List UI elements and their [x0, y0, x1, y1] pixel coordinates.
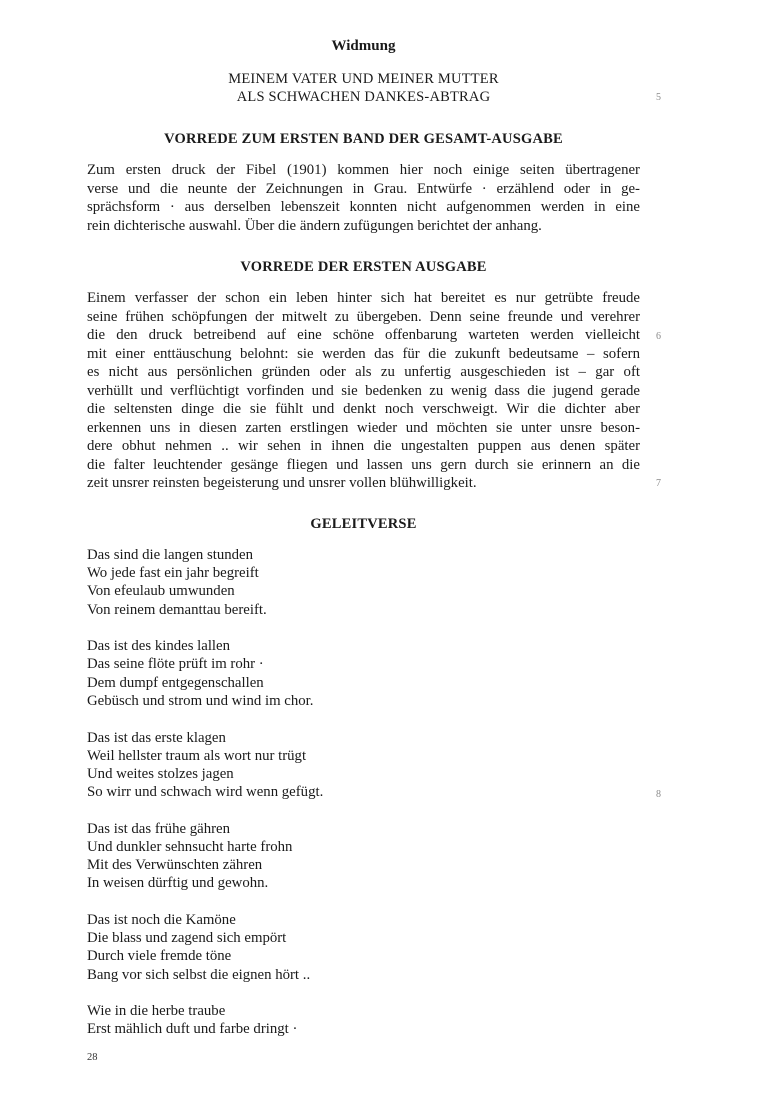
dedication-line: ALS SCHWACHEN DANKES-ABTRAG	[236, 89, 491, 105]
text-line: die seltensten dinge die sie fühlt und denkt noch verschweigt. Wir die dichter aber	[87, 401, 640, 417]
verse-line: Das sind die langen stunden	[87, 547, 254, 563]
stanza	[87, 1002, 323, 1038]
stanza	[87, 729, 323, 802]
verse-line: Das ist noch die Kamöne	[87, 912, 236, 928]
verse-line: Das ist des kindes lallen	[87, 638, 231, 655]
verse-line: Dem dumpf entgegenschallen	[87, 674, 264, 691]
verse-line: Weil hellster traum als wort nur trügt	[87, 747, 307, 764]
margin-number: 5	[656, 92, 661, 103]
section-heading: VORREDE ZUM ERSTEN BAND DER GESAMT-AUSGABE	[164, 131, 563, 147]
text-line: zeit unsrer reinsten begeisterung und unsrer vollen blühwilligkeit.	[87, 475, 477, 491]
verse-line: So wirr und schwach wird wenn gefügt.	[87, 784, 324, 801]
verse-line: Das ist das erste klagen	[87, 729, 226, 746]
text-line: sprächsform · aus derselben lebenszeit konnten nicht aufgenommen werden in eine	[87, 199, 640, 215]
text-line: dere obhut nehmen .. wir sehen in ihnen die ungestalten puppen aus denen später	[87, 438, 640, 454]
verse-line: Durch viele fremde töne	[87, 948, 232, 965]
section-heading: VORREDE DER ERSTEN AUSGABE	[240, 259, 487, 275]
verse-line: Wie in die herbe traube	[87, 1003, 226, 1020]
stanza	[87, 820, 323, 893]
verse-line: Von reinem demanttau bereift.	[87, 601, 267, 618]
margin-number: 6	[656, 331, 661, 342]
text-line: verhüllt und verflüchtigt vorfinden und sie bedenken zu wenig dass die jugend gerade	[87, 382, 640, 399]
text-line: es nicht aus persönlichen gründen oder als zu unfertig ausgeschieden ist – gar oft	[87, 364, 640, 380]
text-line: Einem verfasser der schon ein leben hinter sich hat bereitet es nur getrübte freude	[87, 290, 640, 306]
stanza	[87, 637, 323, 710]
poem	[87, 546, 323, 1057]
stanza	[87, 546, 323, 619]
verse-line: Wo jede fast ein jahr begreift	[87, 565, 259, 582]
paragraph-preface-first	[87, 289, 640, 493]
section-heading: GELEITVERSE	[310, 516, 417, 532]
verse-line: Die blass und zagend sich empört	[87, 930, 287, 947]
text-line: erkennen uns in diesen zarten erstlingen wieder und möchten sie unter unsre beson-	[87, 419, 640, 436]
text-line: die den druck betreibend auf eine schöne offenbarung warteten werden vielleicht	[87, 327, 640, 343]
verse-line: Mit des Verwünschten zähren	[87, 857, 263, 874]
margin-number: 8	[656, 789, 661, 800]
verse-line: Das seine flöte prüft im rohr ·	[87, 656, 264, 673]
verse-line: Erst mählich duft und farbe dringt ·	[87, 1021, 298, 1038]
margin-number: 7	[656, 478, 661, 489]
verse-line: In weisen dürftig und gewohn.	[87, 875, 269, 892]
page-title: Widmung	[331, 38, 396, 54]
stanza	[87, 911, 323, 984]
page-number: 28	[87, 1052, 98, 1063]
verse-line: Und dunkler sehnsucht harte frohn	[87, 838, 293, 855]
text-line: Zum ersten druck der Fibel (1901) kommen hier noch einige seiten übertragener	[87, 162, 640, 178]
verse-line: Von efeulaub umwunden	[87, 583, 235, 600]
verse-line: Gebüsch und strom und wind im chor.	[87, 692, 314, 709]
paragraph-preface-collected	[87, 161, 640, 235]
text-line: seine frühen schöpfungen der mitwelt zu übergeben. Denn seine freunde und verehrer	[87, 308, 640, 325]
verse-line: Bang vor sich selbst die eignen hört ..	[87, 966, 311, 983]
text-line: rein dichterische auswahl. Über die ändern zufügungen berichtet der anhang.	[87, 217, 542, 234]
text-line: die falter leuchtender gesänge fliegen und lassen uns gern durch sie erinnern an die	[87, 456, 640, 473]
dedication	[87, 70, 640, 106]
verse-line: Und weites stolzes jagen	[87, 765, 234, 782]
verse-line: Das ist das frühe gähren	[87, 820, 230, 837]
dedication-line: MEINEM VATER UND MEINER MUTTER	[228, 71, 499, 87]
text-line: verse und die neunte der Zeichnungen in Grau. Entwürfe · erzählend oder in ge-	[87, 180, 640, 197]
text-line: mit einer enttäuschung belohnt: sie werden das für die zukunft bedeutsame – sofern	[87, 345, 640, 362]
